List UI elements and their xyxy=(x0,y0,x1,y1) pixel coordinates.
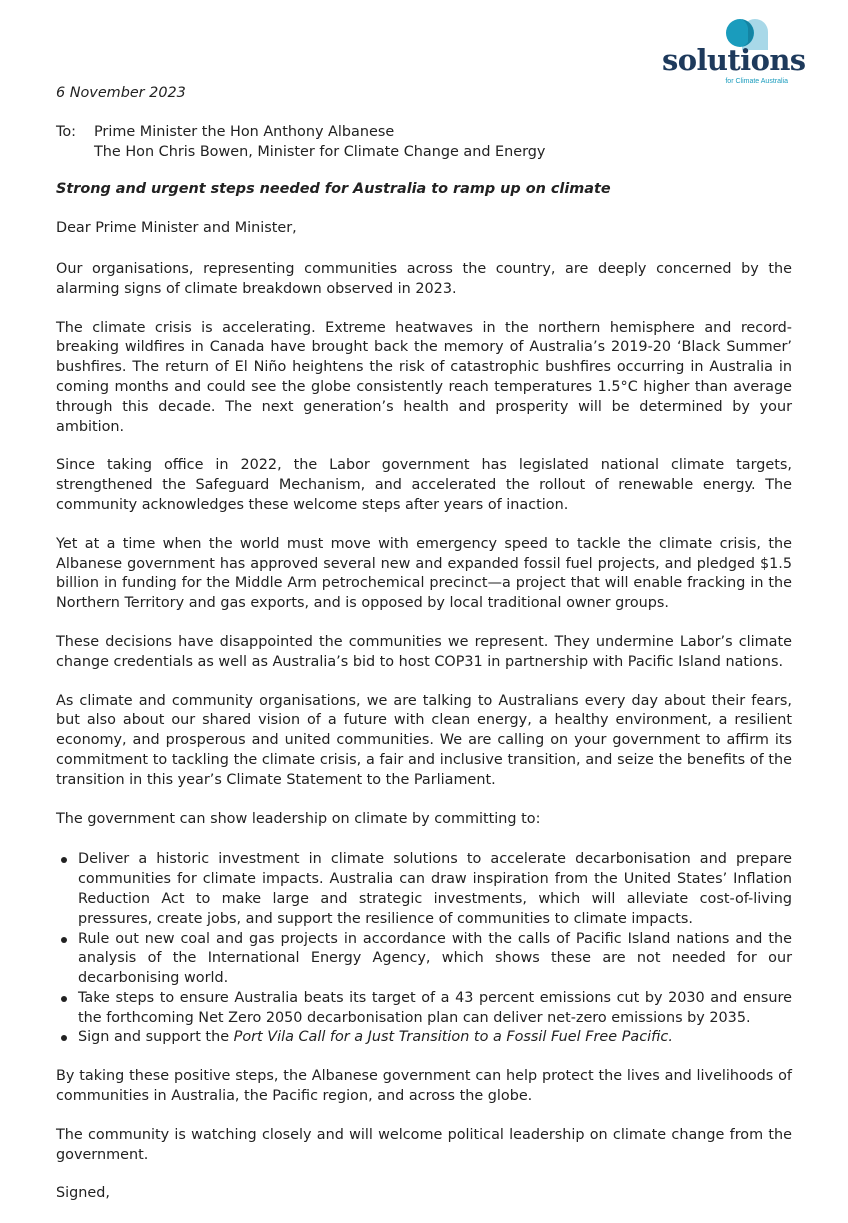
bullet-icon xyxy=(61,857,67,863)
closing-paragraph: By taking these positive steps, the Albanese government can help protect the lives and livelihoods of communities in Australia, the Pacific region, and across the globe. xyxy=(56,1068,792,1105)
letter-subject: Strong and urgent steps needed for Australia to ramp up on climate xyxy=(56,181,611,198)
logo-wordmark: solutions xyxy=(662,43,806,77)
commitments-list xyxy=(56,850,792,1048)
closing-paragraph: The community is watching closely and will welcome political leadership on climate change from the government. xyxy=(56,1126,792,1163)
bullet-icon xyxy=(61,996,67,1002)
list-item-text: Take steps to ensure Australia beats its target of a 43 percent emissions cut by 2030 and ensure the forthcoming Net Zero 2050 decarbonisation plan can deliver net-zero emissions by 2035. xyxy=(78,989,792,1026)
letter-date: 6 November 2023 xyxy=(56,85,186,101)
salutation: Dear Prime Minister and Minister, xyxy=(56,220,297,237)
to-label: To: xyxy=(56,123,76,140)
list-item xyxy=(56,930,792,989)
solutions-logo xyxy=(662,14,806,86)
list-item-text: Rule out new coal and gas projects in accordance with the calls of Pacific Island nations and the analysis of the International Energy Agency, which shows these are not needed for our decarbonising world. xyxy=(78,930,792,987)
list-item-text: Sign and support the xyxy=(78,1029,234,1046)
signoff: Signed, xyxy=(56,1185,110,1202)
paragraph: These decisions have disappointed the communities we represent. They undermine Labor’s climate change credentials as well as Australia’s bid to host COP31 in partnership with Pacific Island nations. xyxy=(56,633,792,670)
recipient: Prime Minister the Hon Anthony Albanese xyxy=(94,123,395,140)
list-item xyxy=(56,850,792,929)
commitments-lead: The government can show leadership on climate by committing to: xyxy=(56,810,541,827)
paragraph: Since taking office in 2022, the Labor government has legislated national climate targets, strengthened the Safeguard Mechanism, and accelerated the rollout of renewable energy. The community acknowledges these welcome steps after years of inaction. xyxy=(56,457,792,513)
logo-tagline: for Climate Australia xyxy=(725,78,788,85)
paragraph: Yet at a time when the world must move with emergency speed to tackle the climate crisis, the Albanese government has approved several new and expanded fossil fuel projects, and pledged $1.5 billion in funding for the Middle Arm petrochemical precinct—a project that will enable fracking in the Northern Territory and gas exports, and is opposed by local traditional owner groups. xyxy=(56,535,792,612)
list-item xyxy=(56,1028,792,1048)
recipients-block xyxy=(56,123,792,163)
bullet-icon xyxy=(61,1035,67,1041)
paragraph: As climate and community organisations, we are talking to Australians every day about their fears, but also about our shared vision of a future with clean energy, a healthy environment, a resilient economy, and prosperous and united communities. We are calling on your government to affirm its commitment to tackling the climate crisis, a fair and inclusive transition, and seize the benefits of the transition in this year’s Climate Statement to the Parliament. xyxy=(56,692,792,788)
port-vila-call-title: Port Vila Call for a Just Transition to a Fossil Fuel Free Pacific. xyxy=(233,1029,673,1046)
bullet-icon xyxy=(61,937,67,943)
list-item xyxy=(56,989,792,1029)
recipient: The Hon Chris Bowen, Minister for Climate Change and Energy xyxy=(94,143,546,160)
paragraph: Our organisations, representing communities across the country, are deeply concerned by the alarming signs of climate breakdown observed in 2023. xyxy=(56,260,792,297)
list-item-text: Deliver a historic investment in climate solutions to accelerate decarbonisation and prepare communities for climate impacts. Australia can draw inspiration from the United States’ Inflation Reduction Act to make large and strategic investments, which will alleviate cost-of-living pressures, create jobs, and support the resilience of communities to climate impacts. xyxy=(78,851,792,927)
letter-body xyxy=(56,84,792,1223)
paragraph: The climate crisis is accelerating. Extreme heatwaves in the northern hemisphere and record-breaking wildfires in Canada have brought back the memory of Australia’s 2019-20 ‘Black Summer’ bushfires. The return of El Niño heightens the risk of catastrophic bushfires occurring in Australia in coming months and could see the globe consistently reach temperatures 1.5°C higher than average through this decade. The next generation’s health and prosperity will be determined by your ambition. xyxy=(56,319,792,435)
